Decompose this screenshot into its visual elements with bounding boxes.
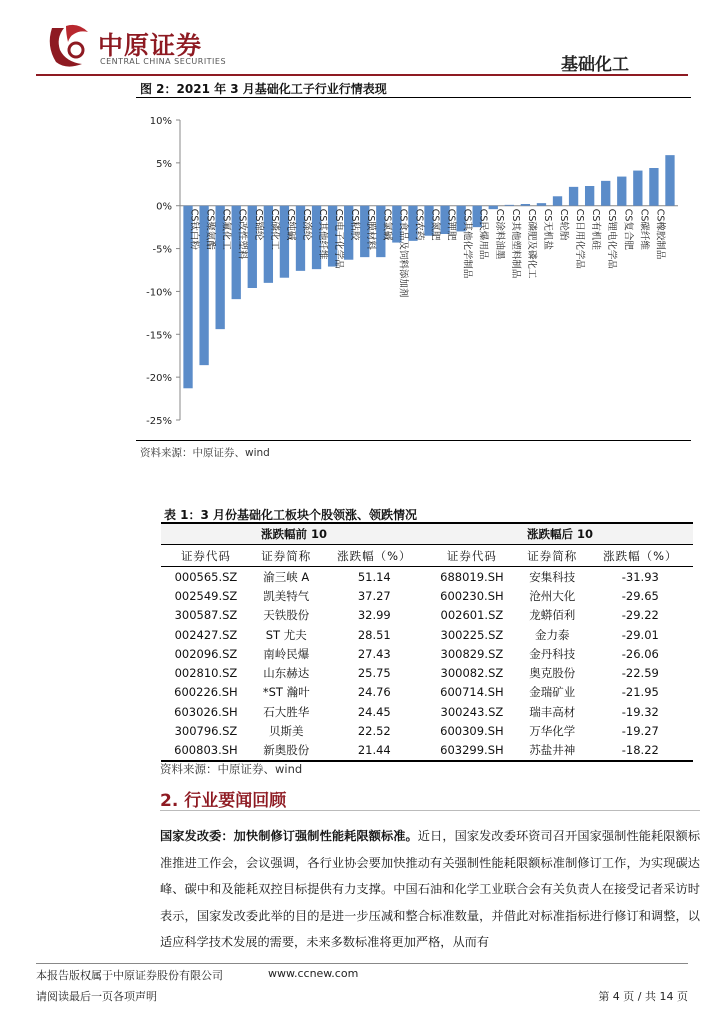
category-label: CS锦纶 <box>252 208 264 241</box>
category-label: CS日用化学品 <box>574 208 586 269</box>
table-cell: 603299.SH <box>427 741 517 761</box>
column-header: 涨跌幅（%） <box>322 545 427 567</box>
figure-source: 资料来源：中原证券、wind <box>140 447 270 459</box>
category-label: CS橡胶制品 <box>654 208 666 260</box>
table-cell: -22.59 <box>621 666 659 681</box>
table-source: 资料来源：中原证券、wind <box>160 762 303 776</box>
y-tick-label: -5% <box>152 244 172 256</box>
category-label: CS氟化工 <box>220 208 232 250</box>
table-cell: 安集科技 <box>529 569 576 584</box>
column-header: 证券简称 <box>517 545 588 567</box>
table-cell: 000565.SZ <box>174 569 238 584</box>
table-row <box>161 721 693 740</box>
table-cell: 渝三峡 A <box>263 569 310 584</box>
bar <box>569 187 578 206</box>
table-cell: 600309.SH <box>440 724 504 739</box>
table-cell: 27.43 <box>357 646 391 661</box>
table-cell: 24.76 <box>357 685 391 700</box>
bar <box>601 181 610 206</box>
industry-performance-chart <box>138 100 686 436</box>
category-label: CS食品及饲料添加剂 <box>397 208 409 298</box>
category-label: CS复合肥 <box>622 208 634 250</box>
category-label: CS其他塑料制品 <box>509 208 521 279</box>
stock-ranking-table <box>161 522 693 762</box>
category-label: CS其他纤维 <box>317 208 329 260</box>
column-header: 证券简称 <box>251 545 322 567</box>
table-cell: -18.22 <box>588 741 693 761</box>
table-cell: -26.06 <box>621 646 659 661</box>
table-cell: 300225.SZ <box>440 627 504 642</box>
section-title: 2. 行业要闻回顾 <box>160 791 287 811</box>
y-tick-label: -10% <box>146 287 172 299</box>
category-label: CS粘胶 <box>349 208 361 241</box>
category-label: CS涤纶 <box>300 208 312 241</box>
figure-title: 图 2：2021 年 3 月基础化工子行业行情表现 <box>140 82 387 96</box>
table-cell: 万华化学 <box>529 724 576 739</box>
table-cell: -29.01 <box>621 627 659 642</box>
category-label: CS钛白粉 <box>188 208 200 250</box>
table-row <box>161 683 693 702</box>
table-title: 表 1：3 月份基础化工板块个股领涨、领跌情况 <box>164 508 418 522</box>
table-cell: -19.27 <box>621 724 659 739</box>
y-tick-label: 5% <box>156 158 172 170</box>
table-cell: 32.99 <box>357 608 391 623</box>
category-label: CS氮肥 <box>429 208 441 241</box>
bar <box>617 177 626 206</box>
table-cell: 300243.SZ <box>440 704 504 719</box>
figure-bottom-rule <box>136 440 691 441</box>
table-row <box>161 741 693 761</box>
table-cell: 002549.SZ <box>174 588 238 603</box>
table-cell: 南岭民爆 <box>263 646 310 661</box>
table-cell: 金丹科技 <box>529 646 576 661</box>
category-label: CS涂料油墨 <box>493 208 505 260</box>
table-row <box>161 586 693 605</box>
category-label: CS轮胎 <box>558 208 570 241</box>
table-cell: 688019.SH <box>440 569 504 584</box>
table-cell: -29.22 <box>621 608 659 623</box>
category-label: CS改性塑料 <box>236 208 248 260</box>
table-cell: 奥克股份 <box>529 666 576 681</box>
table-cell: 25.75 <box>357 666 391 681</box>
category-label: CS钾肥 <box>445 208 457 241</box>
table-cell: ST 尤夫 <box>265 627 307 642</box>
table-cell: 300587.SZ <box>174 608 238 623</box>
category-label: CS农药 <box>413 208 425 241</box>
table-cell: 300829.SZ <box>440 646 504 661</box>
table-cell: 21.44 <box>322 741 427 761</box>
footer-website: www.ccnew.com <box>268 967 359 980</box>
table-cell: 凯美特气 <box>263 588 310 603</box>
table-cell: 603026.SH <box>174 704 238 719</box>
news-body: 近日，国家发改委环资司召开国家强制性能耗限额标准推进工作会，会议强调，各行业协会要加快推动有关强制性能耗限额标准制修订工作，为实现碳达峰、碳中和及能耗双控目标提供有力支撑。中国石油和化学工业联合会有关负责人在接受记者采访时表示，国家发改委此举的目的是进一步压减和整合标准数量，并借此对标准指标进行修订和调整，以适应科学技术发展的需要，未来多数标准将更加严格，从而有 <box>160 829 701 950</box>
table-cell: 瑞丰高材 <box>529 704 576 719</box>
bar <box>537 203 546 206</box>
table-cell: -31.93 <box>621 569 659 584</box>
table-cell: 24.45 <box>357 704 391 719</box>
company-logo-icon <box>44 22 94 70</box>
table-cell: 002427.SZ <box>174 627 238 642</box>
table-cell: 600803.SH <box>161 741 251 761</box>
category-label: CS其他化学制品 <box>461 208 473 279</box>
category-label: CS磷化工 <box>268 208 280 250</box>
bar <box>505 205 514 206</box>
bar <box>585 186 594 206</box>
table-cell: 37.27 <box>357 588 391 603</box>
y-tick-label: -20% <box>146 373 172 385</box>
table-row <box>161 567 693 587</box>
table-cell: 002601.SZ <box>440 608 504 623</box>
table-cell: 22.52 <box>357 724 391 739</box>
column-header: 涨跌幅（%） <box>588 545 693 567</box>
table-cell: 300082.SZ <box>440 666 504 681</box>
bar <box>649 168 658 206</box>
table-cell: 金力泰 <box>534 627 570 642</box>
table-cell: 600230.SH <box>440 588 504 603</box>
footer-notice: 请阅读最后一页各项声明 <box>36 990 157 1003</box>
table-cell: 山东赫达 <box>263 666 310 681</box>
report-category: 基础化工 <box>561 55 629 75</box>
bar <box>553 196 562 205</box>
table-row <box>161 663 693 682</box>
category-label: CS膜材料 <box>365 208 377 250</box>
footer-page-number: 第 4 页 / 共 14 页 <box>598 990 688 1003</box>
category-label: CS聚氨酯 <box>204 208 216 250</box>
column-header: 证券代码 <box>427 545 517 567</box>
table-cell: -19.32 <box>621 704 659 719</box>
bar <box>521 204 530 206</box>
y-tick-label: -25% <box>146 416 172 427</box>
table-cell: 天铁股份 <box>263 608 310 623</box>
table-cell: 金瑞矿业 <box>529 685 576 700</box>
table-cell: 龙蟒佰利 <box>529 608 576 623</box>
table-cell: -21.95 <box>621 685 659 700</box>
category-label: CS锂电化学品 <box>606 208 618 269</box>
table-row <box>161 625 693 644</box>
table-cell: 002096.SZ <box>174 646 238 661</box>
table-cell: 300796.SZ <box>174 724 238 739</box>
news-paragraph <box>160 823 700 956</box>
group-header-top10: 涨跌幅前 10 <box>161 523 427 545</box>
category-label: CS民爆用品 <box>477 208 489 260</box>
table-row <box>161 606 693 625</box>
news-lead: 国家发改委：加快制修订强制性能耗限额标准。 <box>160 829 418 843</box>
y-tick-label: 0% <box>156 201 172 213</box>
category-label: CS碳纤维 <box>638 208 650 250</box>
table-cell: 新奥股份 <box>251 741 322 761</box>
table-cell: *ST 瀚叶 <box>262 685 310 700</box>
bar <box>633 171 642 206</box>
column-header: 证券代码 <box>161 545 251 567</box>
footer-divider <box>36 963 688 964</box>
table-cell: 28.51 <box>357 627 391 642</box>
company-logo-english: CENTRAL CHINA SECURITIES <box>100 57 227 66</box>
figure-top-rule <box>136 97 691 98</box>
table-row <box>161 702 693 721</box>
category-label: CS氯碱 <box>381 208 393 241</box>
table-row <box>161 644 693 663</box>
table-cell: 51.14 <box>357 569 391 584</box>
company-logo-text: 中原证券 <box>98 31 203 60</box>
y-tick-label: -15% <box>146 330 172 342</box>
table-cell: 苏盐井神 <box>517 741 588 761</box>
category-label: CS纯碱 <box>284 208 296 241</box>
group-header-bottom10: 涨跌幅后 10 <box>427 523 693 545</box>
category-label: CS电子化学品 <box>333 208 345 269</box>
category-label: CS无机盐 <box>541 208 553 250</box>
footer-copyright: 本报告版权属于中原证券股份有限公司 <box>36 969 223 982</box>
table-cell: -29.65 <box>621 588 659 603</box>
table-cell: 贝斯美 <box>269 724 304 739</box>
section-divider <box>160 810 700 811</box>
table-cell: 600714.SH <box>440 685 504 700</box>
table-cell: 石大胜华 <box>263 704 310 719</box>
table-cell: 沧州大化 <box>529 588 576 603</box>
category-label: CS有机硅 <box>590 208 602 250</box>
y-tick-label: 10% <box>149 116 172 127</box>
table-cell: 600226.SH <box>174 685 238 700</box>
header-divider <box>36 74 688 76</box>
table-cell: 002810.SZ <box>174 666 238 681</box>
bar <box>665 155 674 206</box>
category-label: CS磷肥及磷化工 <box>525 208 537 279</box>
